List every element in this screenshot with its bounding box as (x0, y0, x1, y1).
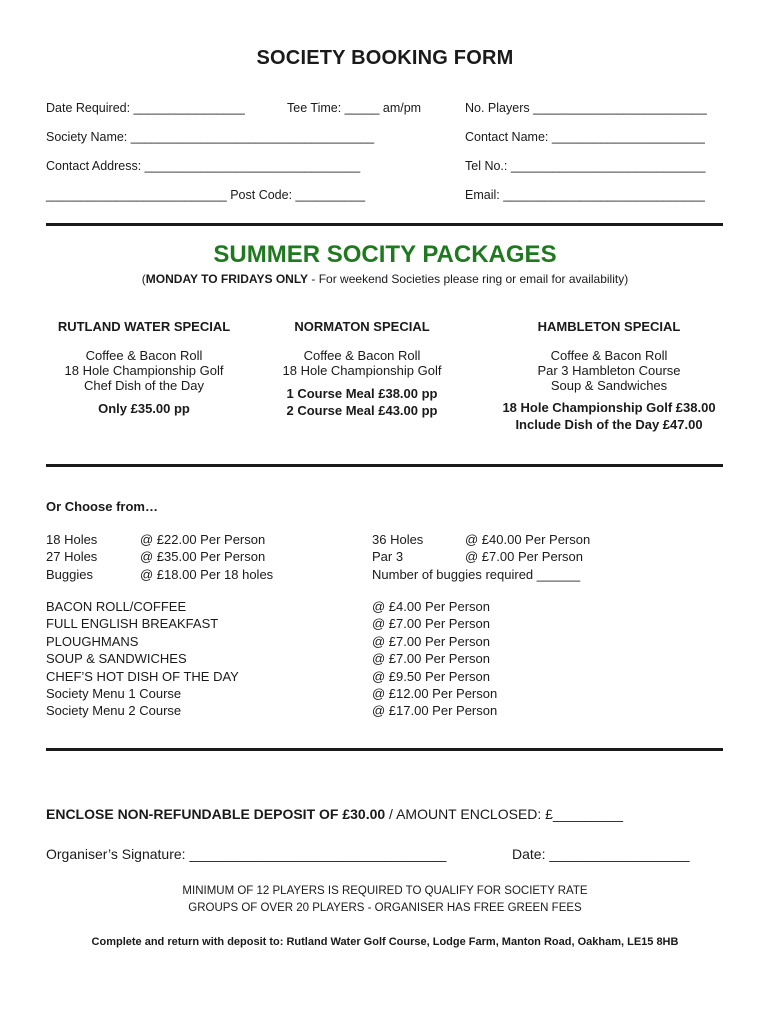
package-normaton (262, 319, 462, 419)
package-item: 18 Hole Championship Golf (282, 363, 442, 378)
list-price: @ £4.00 Per Person (372, 599, 490, 614)
list-item: 27 Holes (46, 549, 98, 565)
free-green-fees-note: GROUPS OF OVER 20 PLAYERS - ORGANISER HAS FREE GREEN FEES (188, 902, 582, 914)
page-title: SOCIETY BOOKING FORM (256, 47, 514, 69)
list-item: 36 Holes (372, 532, 424, 547)
package-item: Coffee & Bacon Roll (550, 348, 668, 363)
food-items (46, 598, 239, 720)
deposit-line[interactable]: ENCLOSE NON-REFUNDABLE DEPOSIT OF £30.00 / AMOUNT ENCLOSED: £_________ (46, 806, 624, 822)
list-price: @ £12.00 Per Person (372, 686, 498, 702)
contact-address-field[interactable]: Contact Address: _______________________________ (46, 159, 361, 173)
package-item: 18 Hole Championship Golf (64, 363, 224, 378)
email-field[interactable]: Email: _____________________________ (465, 188, 705, 202)
package-price: 2 Course Meal £43.00 pp (286, 402, 438, 418)
list-price: @ £17.00 Per Person (372, 703, 498, 719)
return-address: Complete and return with deposit to: Rutland Water Golf Course, Lodge Farm, Manton Road, Oakham, LE15 8HB (91, 936, 679, 948)
list-item: FULL ENGLISH BREAKFAST (46, 616, 219, 632)
list-item: 18 Holes (46, 532, 98, 547)
date-required-field[interactable]: Date Required: ________________ (46, 101, 245, 115)
list-item: Society Menu 1 Course (46, 686, 182, 702)
divider (46, 223, 723, 226)
tel-no-field[interactable]: Tel No.: ____________________________ (465, 159, 706, 173)
choose-heading: Or Choose from… (46, 499, 158, 514)
package-heading: RUTLAND WATER SPECIAL (57, 319, 231, 334)
post-code-field[interactable]: __________________________ Post Code: __________ (46, 188, 366, 202)
golf-prices-left (140, 531, 273, 583)
signature-field[interactable]: Organiser’s Signature: _________________________________ (46, 846, 447, 862)
list-price: @ £9.50 Per Person (372, 668, 490, 684)
golf-items-left (46, 531, 97, 583)
divider (46, 464, 723, 467)
package-item: Soup & Sandwiches (550, 378, 668, 393)
package-price: Include Dish of the Day £47.00 (515, 416, 703, 432)
list-price: @ £7.00 Per Person (372, 633, 490, 649)
list-price: @ £40.00 Per Person (465, 532, 591, 547)
buggies-required-field[interactable]: Number of buggies required ______ (372, 567, 581, 582)
society-name-field[interactable]: Society Name: ___________________________________ (46, 130, 375, 144)
list-price: @ £7.00 Per Person (465, 549, 583, 565)
minimum-players-note: MINIMUM OF 12 PLAYERS IS REQUIRED TO QUALIFY FOR SOCIETY RATE (182, 885, 588, 897)
list-price: @ £7.00 Per Person (372, 651, 490, 667)
package-item: Coffee & Bacon Roll (85, 348, 203, 363)
tee-time-field[interactable]: Tee Time: _____ am/pm (287, 101, 422, 115)
list-item: Buggies (46, 566, 93, 582)
list-item: Par 3 (372, 549, 404, 565)
package-item: Chef Dish of the Day (84, 378, 204, 393)
package-rutland-water (44, 319, 244, 418)
divider (46, 748, 723, 751)
package-price: 18 Hole Championship Golf £38.00 (502, 400, 716, 415)
package-item: Coffee & Bacon Roll (303, 348, 421, 363)
package-item: Par 3 Hambleton Course (537, 363, 681, 378)
package-hambleton (489, 319, 729, 433)
food-prices (372, 598, 497, 720)
golf-items-right (372, 531, 423, 566)
package-price: Only £35.00 pp (98, 401, 190, 416)
list-price: @ £22.00 Per Person (140, 532, 266, 547)
list-item: CHEF’S HOT DISH OF THE DAY (46, 668, 239, 684)
packages-subtitle: (MONDAY TO FRIDAYS ONLY - For weekend Societies please ring or email for availability) (141, 272, 629, 286)
package-heading: NORMATON SPECIAL (294, 319, 430, 334)
list-item: BACON ROLL/COFFEE (46, 599, 187, 614)
list-item: SOUP & SANDWICHES (46, 651, 187, 667)
list-item: PLOUGHMANS (46, 633, 139, 649)
list-item: Society Menu 2 Course (46, 703, 182, 719)
package-price: 1 Course Meal £38.00 pp (286, 386, 438, 401)
date-field[interactable]: Date: __________________ (512, 846, 690, 862)
no-players-field[interactable]: No. Players _________________________ (465, 101, 707, 115)
golf-prices-right (465, 531, 590, 566)
list-price: @ £7.00 Per Person (372, 616, 490, 632)
list-price: @ £18.00 Per 18 holes (140, 566, 274, 582)
packages-title: SUMMER SOCITY PACKAGES (213, 241, 557, 268)
package-heading: HAMBLETON SPECIAL (537, 319, 681, 334)
list-price: @ £35.00 Per Person (140, 549, 266, 565)
contact-name-field[interactable]: Contact Name: ______________________ (465, 130, 705, 144)
